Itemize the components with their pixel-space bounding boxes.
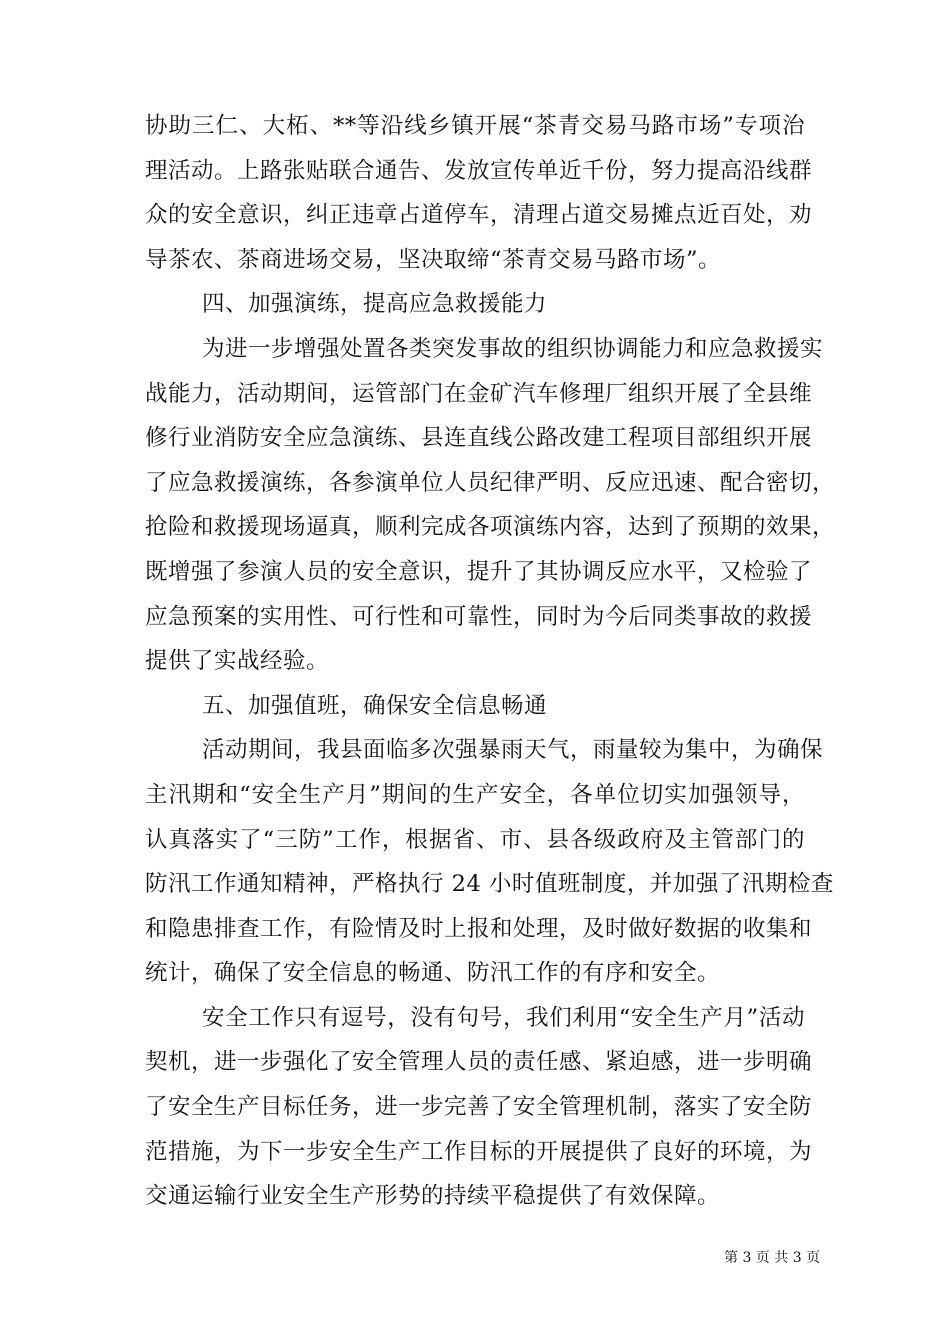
text-line: 契机，进一步强化了安全管理人员的责任感、紧迫感，进一步明确 bbox=[145, 1049, 813, 1076]
text-line: 防汛工作通知精神，严格执行 24 小时值班制度，并加强了汛期检查 bbox=[145, 871, 834, 898]
document-body bbox=[145, 104, 836, 1219]
text-line: 应急预案的实用性、可行性和可靠性，同时为今后同类事故的救援 bbox=[145, 603, 813, 630]
section-heading: 五、加强值班，确保安全信息畅通 bbox=[202, 692, 548, 719]
page-number: 第 3 页 共 3 页 bbox=[724, 1250, 821, 1266]
text-line: 范措施，为下一步安全生产工作目标的开展提供了良好的环境，为 bbox=[145, 1138, 813, 1165]
text-line: 协助三仁、大柘、**等沿线乡镇开展“茶青交易马路市场”专项治 bbox=[145, 113, 805, 139]
text-line: 既增强了参演人员的安全意识，提升了其协调反应水平，又检验了 bbox=[145, 558, 813, 585]
text-line: 认真落实了“三防”工作，根据省、市、县各级政府及主管部门的 bbox=[145, 826, 805, 853]
text-line: 统计，确保了安全信息的畅通、防汛工作的有序和安全。 bbox=[145, 960, 721, 987]
text-line: 和隐患排查工作，有险情及时上报和处理，及时做好数据的收集和 bbox=[145, 915, 813, 942]
text-line: 主汛期和“安全生产月”期间的生产安全，各单位切实加强领导， bbox=[145, 781, 805, 808]
text-line: 了应急救援演练，各参演单位人员纪律严明、反应迅速、配合密切， bbox=[145, 469, 836, 496]
text-line: 交通运输行业安全生产形势的持续平稳提供了有效保障。 bbox=[145, 1183, 721, 1210]
text-line: 修行业消防安全应急演练、县连直线公路改建工程项目部组织开展 bbox=[145, 425, 813, 452]
text-line: 活动期间，我县面临多次强暴雨天气，雨量较为集中，为确保 bbox=[202, 737, 824, 764]
text-line: 为进一步增强处置各类突发事故的组织协调能力和应急救援实 bbox=[202, 335, 824, 362]
text-line: 众的安全意识，纠正违章占道停车，清理占道交易摊点近百处，劝 bbox=[145, 202, 813, 229]
text-line: 抢险和救援现场逼真，顺利完成各项演练内容，达到了预期的效果， bbox=[145, 514, 836, 541]
section-heading: 四、加强演练，提高应急救援能力 bbox=[202, 291, 548, 318]
text-line: 安全工作只有逗号，没有句号，我们利用“安全生产月”活动 bbox=[202, 1004, 805, 1031]
text-line: 了安全生产目标任务，进一步完善了安全管理机制，落实了安全防 bbox=[145, 1094, 813, 1121]
text-line: 战能力，活动期间，运管部门在金矿汽车修理厂组织开展了全县维 bbox=[145, 380, 813, 407]
text-line: 导茶农、茶商进场交易，坚决取缔“茶青交易马路市场”。 bbox=[145, 246, 722, 273]
text-line: 理活动。上路张贴联合通告、发放宣传单近千份，努力提高沿线群 bbox=[145, 157, 813, 184]
text-line: 提供了实战经验。 bbox=[145, 648, 330, 675]
